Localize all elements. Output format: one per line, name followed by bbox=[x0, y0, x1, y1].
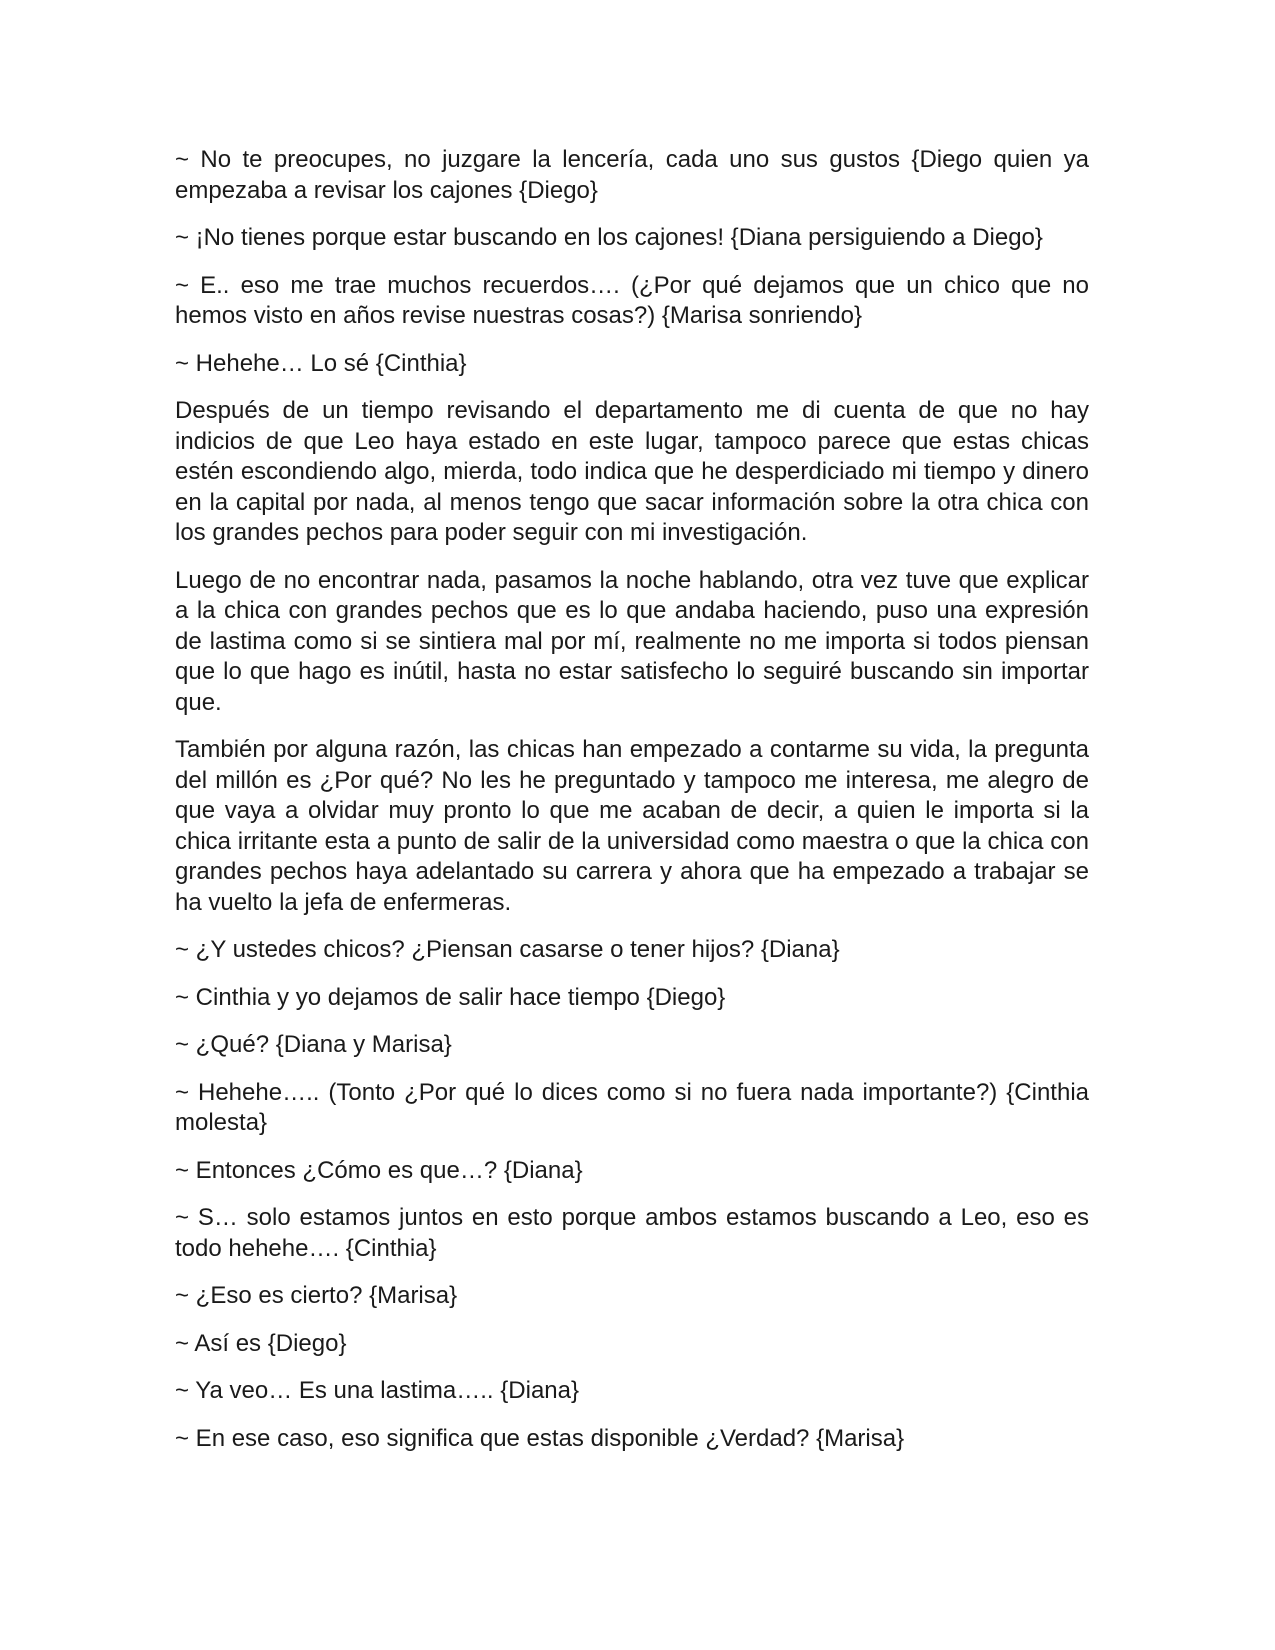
paragraph-6: Luego de no encontrar nada, pasamos la noche hablando, otra vez tuve que explicar a la chica con grandes pechos que es lo que andaba haciendo, puso una expresión de lastima como si se sintiera mal por mí, realmente no me importa si todos piensan que lo que hago es inútil, hasta no estar satisfecho lo seguiré buscando sin importar que. bbox=[175, 566, 1089, 716]
paragraph-10: ~ ¿Qué? {Diana y Marisa} bbox=[175, 1031, 452, 1058]
paragraph-17: ~ En ese caso, eso significa que estas disponible ¿Verdad? {Marisa} bbox=[175, 1424, 905, 1452]
paragraph-2: ~ ¡No tienes porque estar buscando en los cajones! {Diana persiguiendo a Diego} bbox=[175, 224, 1043, 251]
paragraph-7: También por alguna razón, las chicas han empezado a contarme su vida, la pregunta del millón es ¿Por qué? No les he preguntado y tampoco me interesa, me alegro de que vaya a olvidar muy pronto lo que me acaban de decir, a quien le importa si la chica irritante esta a punto de salir de la universidad como maestra o que la chica con grandes pechos haya adelantado su carrera y ahora que ha empezado a trabajar se ha vuelto la jefa de enfermeras. bbox=[175, 736, 1089, 916]
paragraph-12: ~ Entonces ¿Cómo es que…? {Diana} bbox=[175, 1156, 583, 1184]
paragraph-15: ~ Así es {Diego} bbox=[175, 1329, 347, 1357]
paragraph-5: Después de un tiempo revisando el departamento me di cuenta de que no hay indicios de que Leo haya estado en este lugar, tampoco parece que estas chicas estén escondiendo algo, mierda, todo indica que he desperdiciado mi tiempo y dinero en la capital por nada, al menos tengo que sacar información sobre la otra chica con los grandes pechos para poder seguir con mi investigación. bbox=[175, 397, 1089, 546]
paragraph-8: ~ ¿Y ustedes chicos? ¿Piensan casarse o tener hijos? {Diana} bbox=[175, 936, 840, 963]
paragraph-9: ~ Cinthia y yo dejamos de salir hace tiempo {Diego} bbox=[175, 983, 726, 1011]
paragraph-16: ~ Ya veo… Es una lastima….. {Diana} bbox=[175, 1377, 580, 1404]
document-body bbox=[175, 145, 1089, 1471]
paragraph-4: ~ Hehehe… Lo sé {Cinthia} bbox=[175, 349, 467, 377]
paragraph-14: ~ ¿Eso es cierto? {Marisa} bbox=[175, 1282, 458, 1309]
paragraph-13: ~ S… solo estamos juntos en esto porque ambos estamos buscando a Leo, eso es todo hehehe…. {Cinthia} bbox=[175, 1204, 1089, 1262]
paragraph-1: ~ No te preocupes, no juzgare la lencería, cada uno sus gustos {Diego quien ya empezaba a revisar los cajones {Diego} bbox=[175, 146, 1089, 204]
paragraph-11: ~ Hehehe….. (Tonto ¿Por qué lo dices como si no fuera nada importante?) {Cinthia molesta} bbox=[175, 1078, 1089, 1136]
paragraph-3: ~ E.. eso me trae muchos recuerdos…. (¿Por qué dejamos que un chico que no hemos visto en años revise nuestras cosas?) {Marisa sonriendo} bbox=[175, 271, 1089, 329]
